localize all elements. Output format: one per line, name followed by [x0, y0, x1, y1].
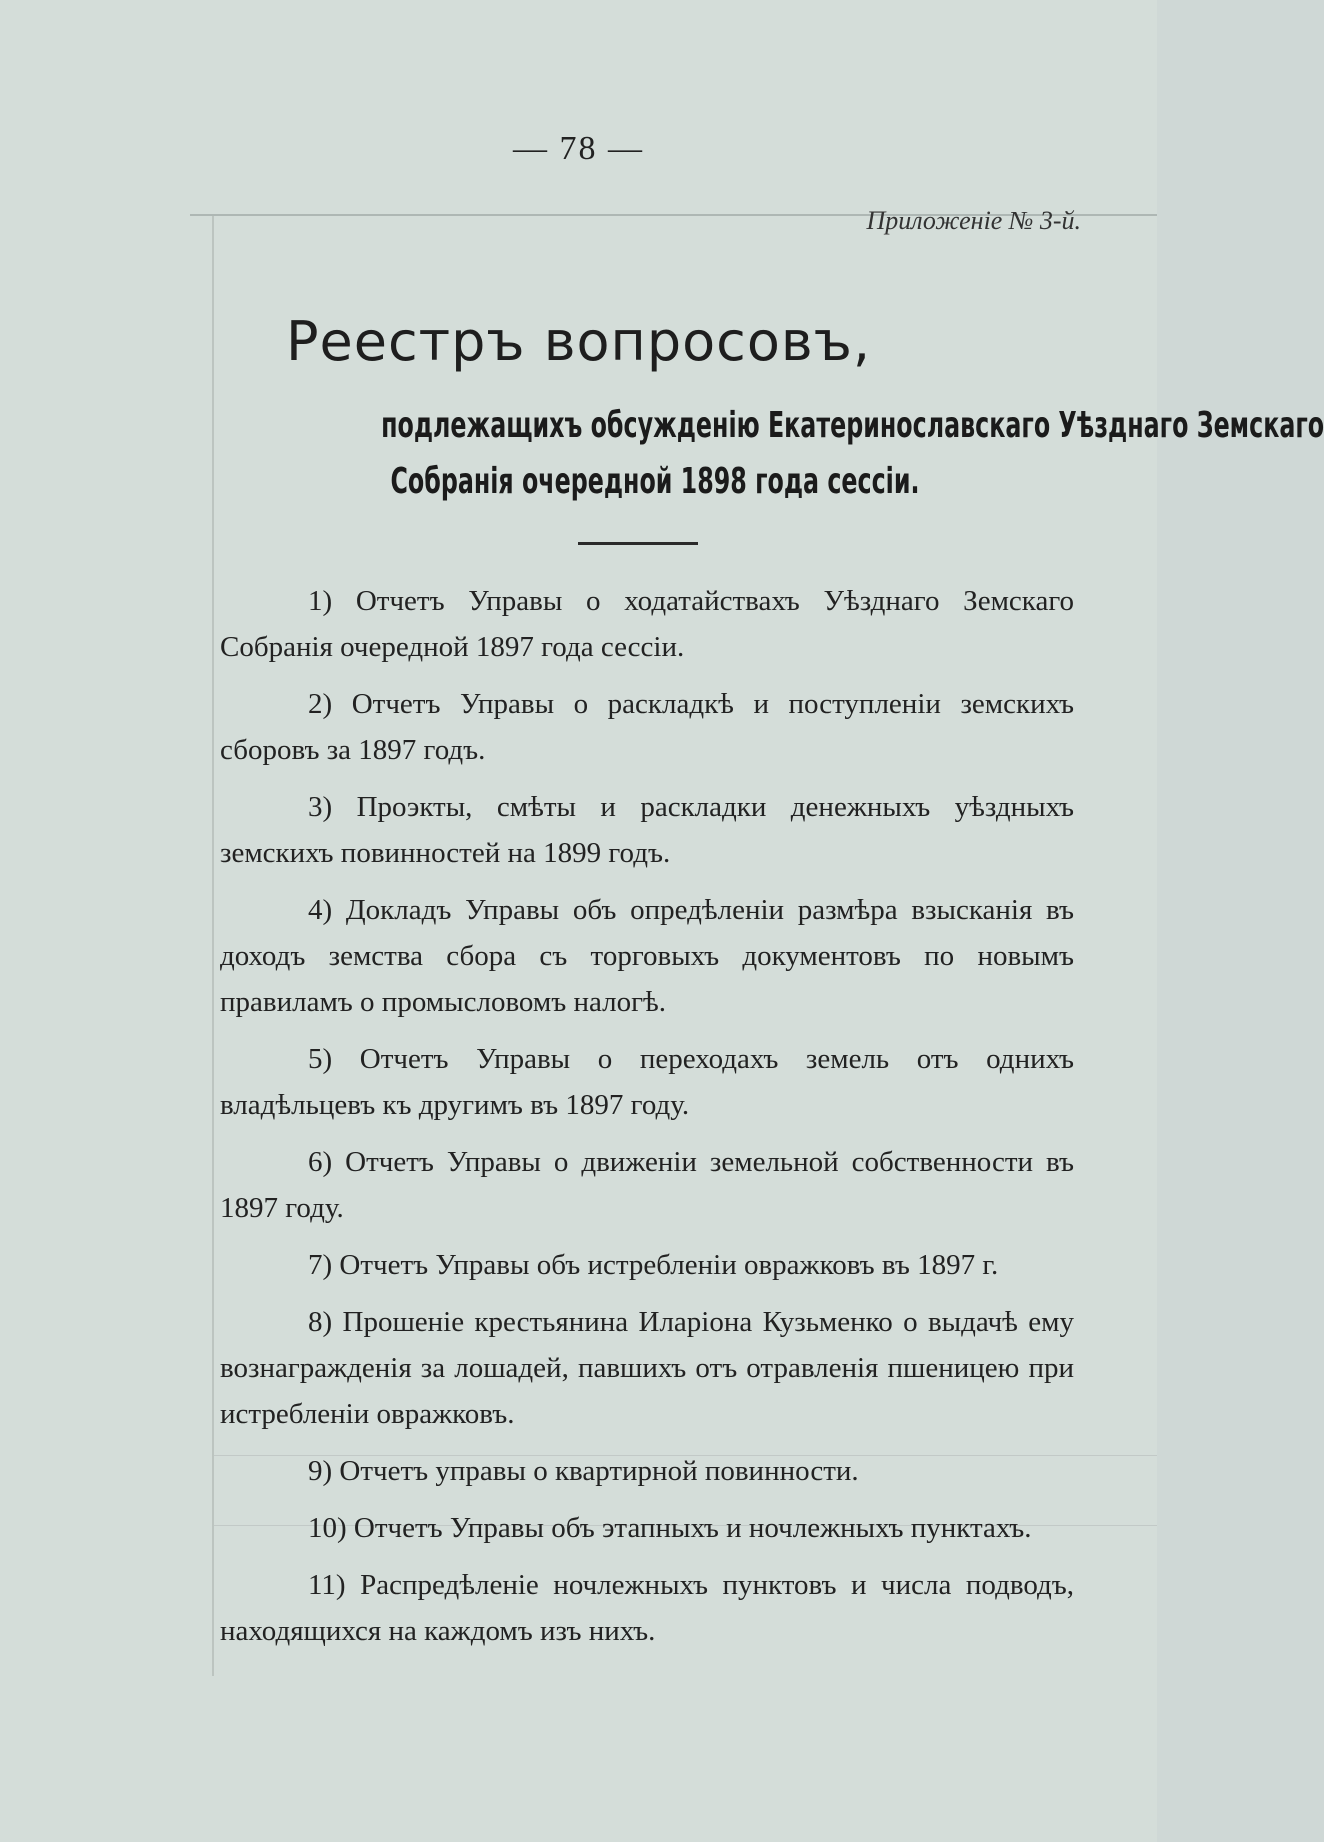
agenda-item-7: 7) Отчетъ Управы объ истребленіи овражковъ въ 1897 г.	[308, 1249, 999, 1281]
agenda-item-3: 3) Проэкты, смѣты и раскладки денежныхъ уѣздныхъ земскихъ повинностей на 1899 годъ.	[220, 791, 1074, 869]
frame-line-left	[212, 216, 214, 1676]
agenda-item-4: 4) Докладъ Управы объ опредѣленіи размѣра взысканія въ доходъ земства сбора съ торговыхъ документовъ по новымъ правиламъ о промысловомъ налогѣ.	[220, 894, 1074, 1018]
appendix-label: Приложеніе № 3-й.	[866, 206, 1081, 235]
subtitle-line-2: Собранія очередной 1898 года сессіи.	[390, 461, 920, 502]
agenda-list	[220, 578, 1074, 1665]
agenda-item-10: 10) Отчетъ Управы объ этапныхъ и ночлежныхъ пунктахъ.	[308, 1512, 1032, 1544]
agenda-item-8: 8) Прошеніе крестьянина Иларіона Кузьменко о выдачѣ ему вознагражденія за лошадей, павшихъ отъ отравленія пшеницею при истребленіи овражковъ.	[220, 1306, 1074, 1430]
document-title: Реестръ вопросовъ,	[285, 310, 872, 373]
subtitle-line-1: подлежащихъ обсужденію Екатеринославскаго Уѣзднаго Земскаго	[381, 405, 1324, 446]
agenda-item-5: 5) Отчетъ Управы о переходахъ земель отъ однихъ владѣльцевъ къ другимъ въ 1897 году.	[220, 1043, 1074, 1121]
agenda-item-9: 9) Отчетъ управы о квартирной повинности.	[308, 1455, 859, 1487]
title-rule	[578, 542, 698, 545]
agenda-item-11: 11) Распредѣленіе ночлежныхъ пунктовъ и числа подводъ, находящихся на каждомъ изъ нихъ.	[220, 1569, 1074, 1647]
agenda-item-1: 1) Отчетъ Управы о ходатайствахъ Уѣзднаго Земскаго Собранія очередной 1897 года сессіи.	[220, 585, 1074, 663]
page-number: — 78 —	[513, 130, 644, 167]
agenda-item-2: 2) Отчетъ Управы о раскладкѣ и поступленіи земскихъ сборовъ за 1897 годъ.	[220, 688, 1074, 766]
document-subtitle	[381, 398, 1324, 510]
agenda-item-6: 6) Отчетъ Управы о движеніи земельной собственности въ 1897 году.	[220, 1146, 1074, 1224]
